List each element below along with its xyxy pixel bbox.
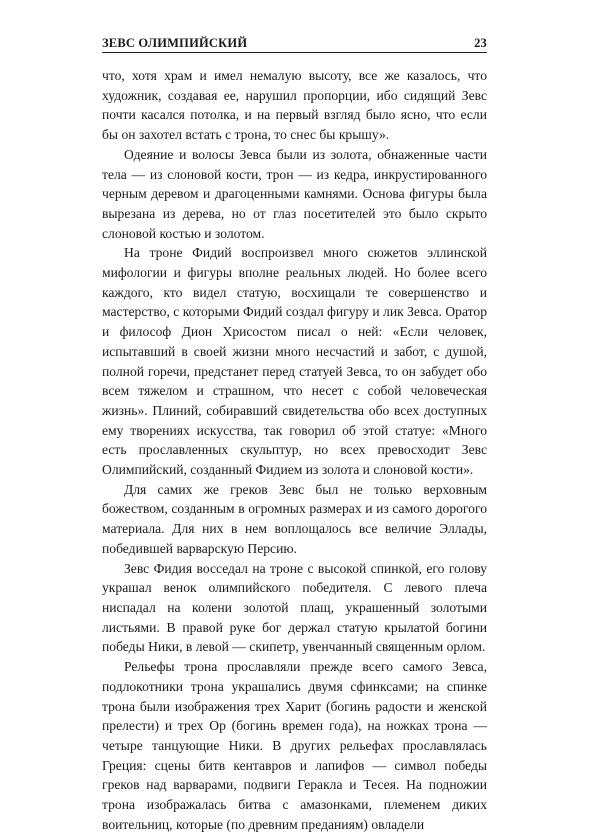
page-number: 23 (474, 36, 487, 50)
book-page (102, 0, 487, 832)
body-text (102, 66, 487, 834)
chapter-title: ЗЕВС ОЛИМПИЙСКИЙ (102, 36, 248, 50)
running-head (102, 33, 487, 51)
paragraph: Зевс Фидия восседал на троне с высокой спинкой, его голову украшал венок олимпийского победителя. С левого плеча ниспадал на колени золотой плащ, украшенный золотыми листьями. В правой руке бог держал статую крылатой богини победы Ники, в левой — скипетр, увенчанный священным орлом. (102, 560, 487, 655)
paragraph: Одеяние и волосы Зевса были из золота, обнаженные части тела — из слоновой кости, трон — из кедра, инкрустированного черным деревом и драгоценными камнями. Основа фигуры была вырезана из дерева, но от глаз посетителей это было скрыто слоновой костью и золотом. (102, 146, 487, 241)
paragraph: Для самих же греков Зевс был не только верховным божеством, созданным в огромных размерах и из самого дорогого материала. Для них в нем воплощалось все величие Эллады, победившей варварскую Персию. (102, 481, 487, 556)
paragraph: Рельефы трона прославляли прежде всего самого Зевса, подлокотники трона украшались двумя сфинксами; на спинке трона были изображения трех Харит (богинь радости и женской прелести) и трех Ор (богинь времен года), на ножках трона — четыре танцующие Ники. В других рельефах прославлялась Греция: сцены битв кентавров и лапифов — символ победы греков над варварами, подвиги Геракла и Тесея. На подножии трона изображалась битва с амазонками, племенем диких воительниц, которые (по древним преданиям) овладели (102, 659, 487, 832)
header-rule (102, 52, 487, 53)
paragraph: что, хотя храм и имел немалую высоту, все же казалось, что художник, создавая ее, нарушил пропорции, ибо сидящий Зевс почти касался потолка, и на первый взгляд было ясно, что если бы он захотел встать с трона, то снес бы крышу». (102, 68, 487, 143)
paragraph: На троне Фидий воспроизвел много сюжетов эллинской мифологии и фигуры вполне реальных людей. Но более всего каждого, кто видел статую, восхищали те совершенство и мастерство, с которыми Фидий создал фигуру и лик Зевса. Оратор и философ Дион Хрисостом писал о ней: «Если человек, испытавший в своей жизни много несчастий и забот, с душой, полной горечи, предстанет перед статуей Зевса, то он забудет обо всем тяжелом и страшном, что несет с собой человеческая жизнь». Плиний, собиравший свидетельства обо всех доступных ему творениях искусства, так говорил об этой статуе: «Много есть прославленных скульптур, но всех превосходит Зевс Олимпийский, созданный Фидием из золота и слоновой кости». (102, 245, 487, 478)
